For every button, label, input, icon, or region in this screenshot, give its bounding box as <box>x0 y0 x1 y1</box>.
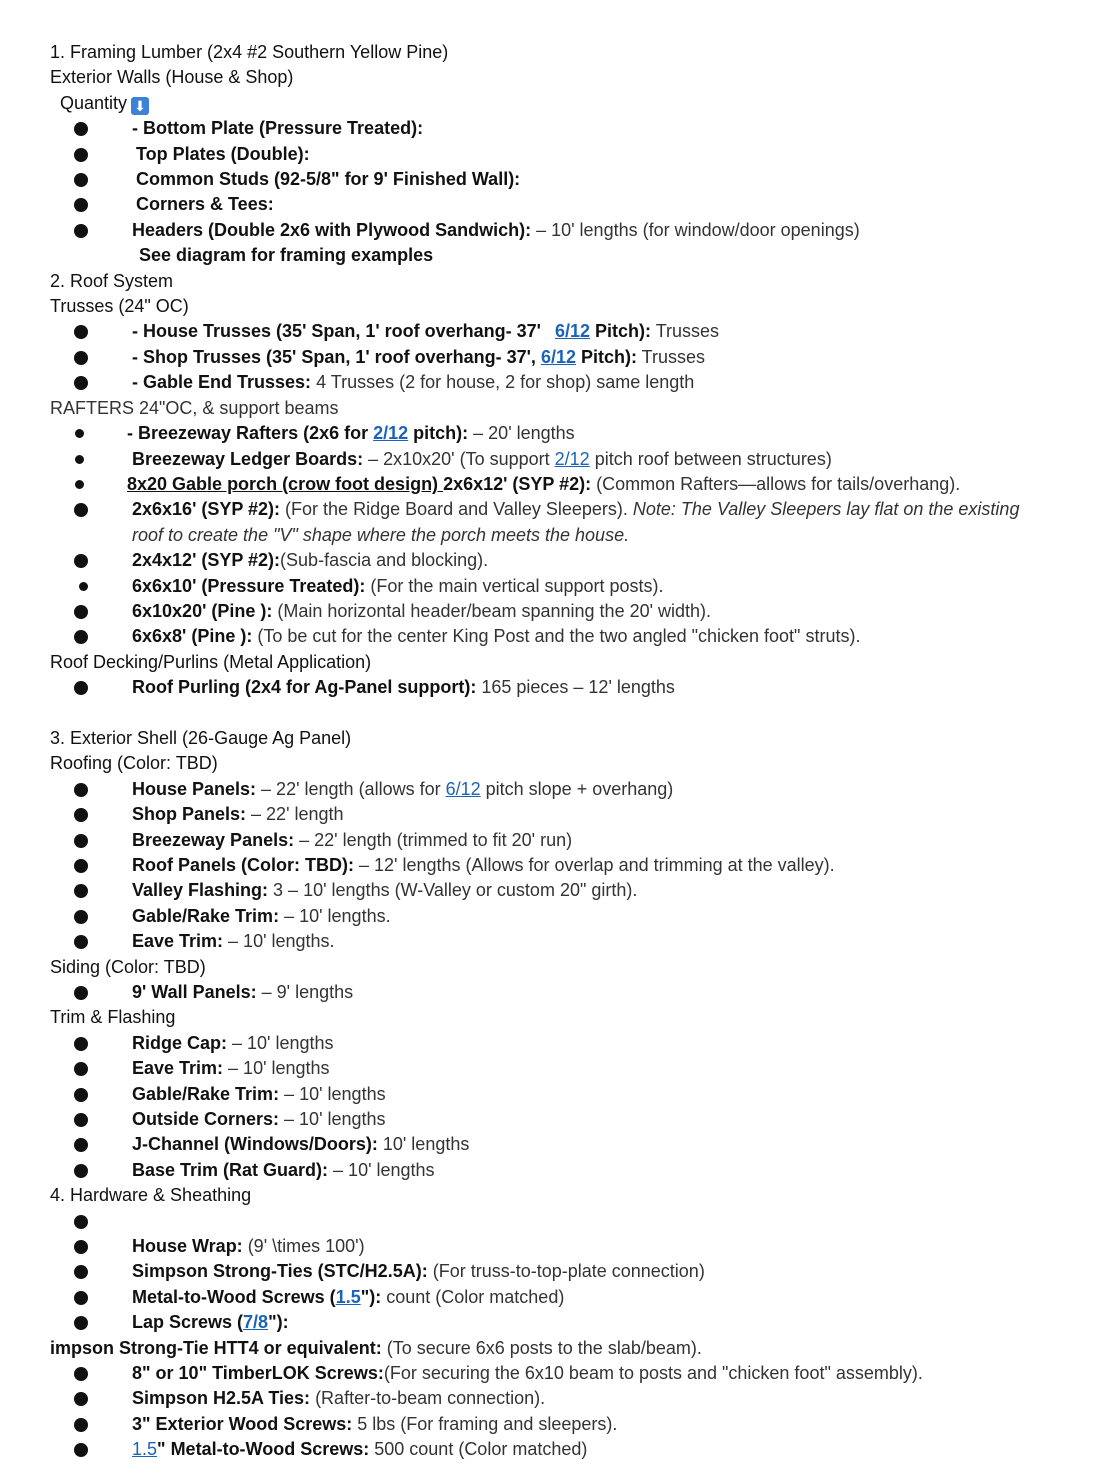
list-item: Gable/Rake Trim: – 10' lengths. <box>132 906 391 926</box>
bullet <box>74 376 88 390</box>
list-item: Simpson Strong-Ties (STC/H2.5A): (For truss-to-top-plate connection) <box>132 1261 705 1281</box>
bullet <box>74 834 88 848</box>
diagram-note: See diagram for framing examples <box>139 245 434 265</box>
bullet <box>74 783 88 797</box>
list-item: Corners & Tees: <box>136 194 274 214</box>
list-item: - Gable End Trusses: 4 Trusses (2 for house, 2 for shop) same length <box>132 372 695 392</box>
list-item: Lap Screws (7/8"): <box>132 1312 289 1332</box>
size-link[interactable]: 1.5 <box>335 1287 361 1307</box>
list-item: 2x4x12' (SYP #2):(Sub-fascia and blocking). <box>132 550 489 570</box>
list-item: - House Trusses (35' Span, 1' roof overhang- 37' 6/12 Pitch): Trusses <box>132 321 720 341</box>
list-item: 9' Wall Panels: – 9' lengths <box>132 982 354 1002</box>
bullet <box>79 582 88 591</box>
bullet <box>74 808 88 822</box>
bullet <box>74 1138 88 1152</box>
list-item: Gable/Rake Trim: – 10' lengths <box>132 1084 386 1104</box>
bullet <box>74 910 88 924</box>
hardware-line: impson Strong-Tie HTT4 or equivalent: (To secure 6x6 posts to the slab/beam). <box>50 1338 702 1358</box>
bullet <box>74 1367 88 1381</box>
list-item: 3" Exterior Wood Screws: 5 lbs (For framing and sleepers). <box>132 1414 618 1434</box>
pitch-link[interactable]: 2/12 <box>373 423 409 443</box>
bullet <box>74 630 88 644</box>
size-link[interactable]: 1.5 <box>132 1439 158 1459</box>
section-2-title: 2. Roof System <box>50 271 174 291</box>
list-item: - Shop Trusses (35' Span, 1' roof overhang- 37', 6/12 Pitch): Trusses <box>132 347 706 367</box>
bullet <box>75 429 84 438</box>
rafters-heading: RAFTERS 24"OC, & support beams <box>50 398 339 418</box>
list-item: Outside Corners: – 10' lengths <box>132 1109 386 1129</box>
list-item: Shop Panels: – 22' length <box>132 804 344 824</box>
section-4-title: 4. Hardware & Sheathing <box>50 1185 252 1205</box>
list-item: Ridge Cap: – 10' lengths <box>132 1033 334 1053</box>
bullet <box>74 1037 88 1051</box>
exterior-walls-heading: Exterior Walls (House & Shop) <box>50 67 294 87</box>
list-item: - Breezeway Rafters (2x6 for 2/12 pitch): – 20' lengths <box>127 423 575 443</box>
bullet <box>75 480 84 489</box>
bullet <box>74 1291 88 1305</box>
section-1-title: 1. Framing Lumber (2x4 #2 Southern Yellow Pine) <box>50 42 449 62</box>
list-item: 1.5" Metal-to-Wood Screws: 500 count (Color matched) <box>132 1439 588 1459</box>
bullet <box>74 351 88 365</box>
list-item: Roof Purling (2x4 for Ag-Panel support): 165 pieces – 12' lengths <box>132 677 675 697</box>
section-3-title: 3. Exterior Shell (26-Gauge Ag Panel) <box>50 728 352 748</box>
bullet <box>74 986 88 1000</box>
bullet <box>74 198 88 212</box>
list-item: 6x6x10' (Pressure Treated): (For the main vertical support posts). <box>132 576 664 596</box>
list-item: 2x6x16' (SYP #2): (For the Ridge Board and Valley Sleepers). Note: The Valley Sleepers lay flat on the existing <box>132 499 1020 519</box>
list-item: - Bottom Plate (Pressure Treated): <box>132 118 424 138</box>
bullet <box>74 1164 88 1178</box>
list-item: Eave Trim: – 10' lengths. <box>132 931 335 951</box>
pitch-link[interactable]: 6/12 <box>540 347 576 367</box>
pitch-link[interactable]: 2/12 <box>554 449 590 469</box>
bullet <box>74 1392 88 1406</box>
pitch-link[interactable]: 6/12 <box>554 321 591 341</box>
siding-heading: Siding (Color: TBD) <box>50 957 206 977</box>
bullet <box>74 1316 88 1330</box>
list-item: 6x10x20' (Pine ): (Main horizontal header/beam spanning the 20' width). <box>132 601 712 621</box>
bullet <box>74 1418 88 1432</box>
bullet <box>74 554 88 568</box>
list-item: Metal-to-Wood Screws (1.5"): count (Color matched) <box>132 1287 565 1307</box>
quantity-label: Quantity ⬇ <box>60 92 149 115</box>
bullet <box>74 325 88 339</box>
bullet <box>74 884 88 898</box>
list-item: 8" or 10" TimberLOK Screws:(For securing the 6x10 beam to posts and "chicken foot" assembly). <box>132 1363 923 1383</box>
bullet <box>74 859 88 873</box>
list-item: 6x6x8' (Pine ): (To be cut for the center King Post and the two angled "chicken foot" struts). <box>132 626 861 646</box>
list-item: J-Channel (Windows/Doors): 10' lengths <box>132 1134 470 1154</box>
bullet <box>74 935 88 949</box>
pitch-link[interactable]: 6/12 <box>445 779 481 799</box>
roof-decking-heading: Roof Decking/Purlins (Metal Application) <box>50 652 372 672</box>
bullet <box>74 224 88 238</box>
list-item: Top Plates (Double): <box>136 144 310 164</box>
bullet <box>74 1240 88 1254</box>
bullet <box>74 503 88 517</box>
bullet <box>75 455 84 464</box>
down-arrow-icon: ⬇ <box>131 97 149 115</box>
list-item: Breezeway Ledger Boards: – 2x10x20' (To support 2/12 pitch roof between structures) <box>132 449 832 469</box>
list-item: Breezeway Panels: – 22' length (trimmed to fit 20' run) <box>132 830 573 850</box>
bullet <box>74 1215 88 1229</box>
list-item: Headers (Double 2x6 with Plywood Sandwich): – 10' lengths (for window/door openings) <box>132 220 860 240</box>
bullet <box>74 1265 88 1279</box>
trim-flashing-heading: Trim & Flashing <box>50 1007 176 1027</box>
list-item: Common Studs (92-5/8" for 9' Finished Wall): <box>136 169 521 189</box>
list-item: House Wrap: (9' \times 100') <box>132 1236 365 1256</box>
list-item: Base Trim (Rat Guard): – 10' lengths <box>132 1160 435 1180</box>
bullet <box>74 173 88 187</box>
roofing-heading: Roofing (Color: TBD) <box>50 753 218 773</box>
bullet <box>74 681 88 695</box>
bullet <box>74 1443 88 1457</box>
bullet <box>74 605 88 619</box>
bullet <box>74 1062 88 1076</box>
list-item: Roof Panels (Color: TBD): – 12' lengths (Allows for overlap and trimming at the valley). <box>132 855 835 875</box>
bullet <box>74 1088 88 1102</box>
list-item-continued: roof to create the "V" shape where the porch meets the house. <box>132 525 630 545</box>
list-item: Simpson H2.5A Ties: (Rafter-to-beam connection). <box>132 1388 546 1408</box>
bullet <box>74 122 88 136</box>
list-item: Eave Trim: – 10' lengths <box>132 1058 330 1078</box>
list-item: House Panels: – 22' length (allows for 6/12 pitch slope + overhang) <box>132 779 674 799</box>
list-item: 8x20 Gable porch (crow foot design) 2x6x12' (SYP #2): (Common Rafters—allows for tails/overhang). <box>127 474 961 494</box>
trusses-heading: Trusses (24" OC) <box>50 296 189 316</box>
size-link[interactable]: 7/8 <box>243 1312 269 1332</box>
bullet <box>74 148 88 162</box>
bullet <box>74 1113 88 1127</box>
list-item: Valley Flashing: 3 – 10' lengths (W-Valley or custom 20" girth). <box>132 880 638 900</box>
